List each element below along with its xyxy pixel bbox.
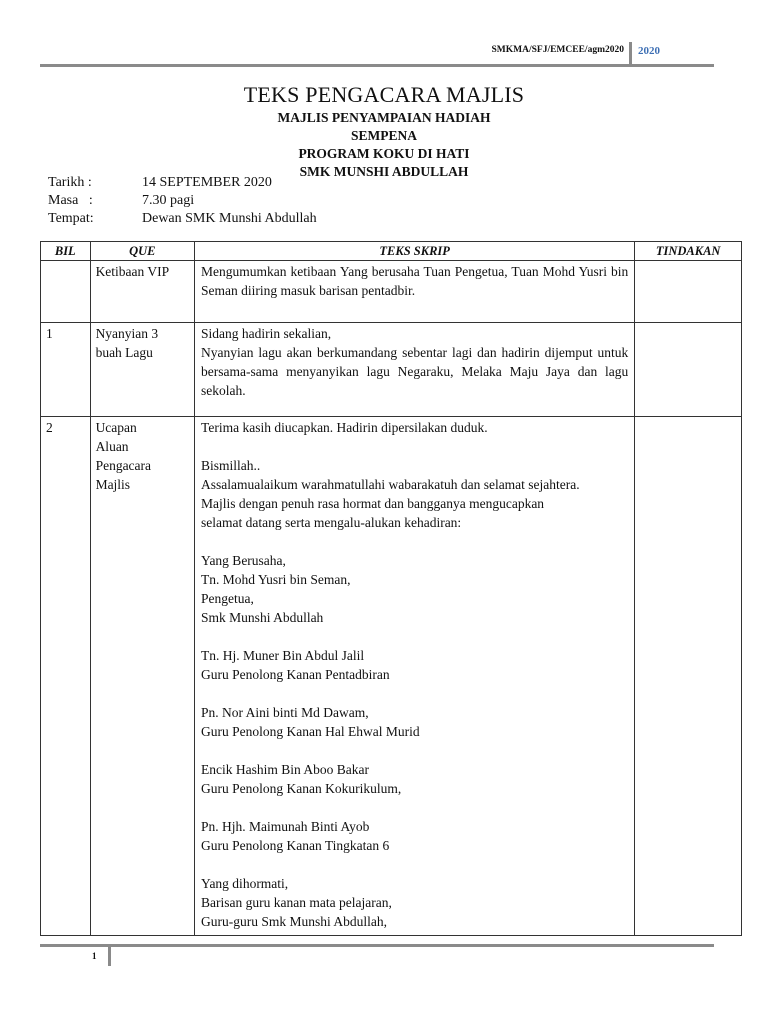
script-line: Yang Berusaha,	[201, 553, 286, 568]
header-rule	[40, 64, 714, 67]
script-line: Guru Penolong Kanan Tingkatan 6	[201, 838, 390, 853]
document-code: SMKMA/SFJ/EMCEE/agm2020	[491, 45, 624, 55]
script-line: Guru-guru Smk Munshi Abdullah,	[201, 914, 388, 929]
header-tindakan: TINDAKAN	[635, 242, 742, 261]
script-line: Guru Penolong Kanan Hal Ehwal Murid	[201, 724, 420, 739]
blank-line	[201, 798, 628, 817]
cell-bil: 1	[41, 323, 91, 417]
script-line: Pn. Nor Aini binti Md Dawam,	[201, 705, 369, 720]
cell-que	[90, 417, 194, 936]
que-line: Majlis	[95, 477, 131, 492]
footer-divider	[108, 946, 111, 966]
cell-bil: 2	[41, 417, 91, 936]
blank-line	[201, 684, 628, 703]
subtitle-line: PROGRAM KOKU DI HATI	[298, 146, 470, 161]
cell-teks-skrip	[195, 323, 635, 417]
cell-bil	[41, 261, 91, 323]
header-year: 2020	[638, 45, 660, 57]
cell-que	[90, 261, 194, 323]
cell-tindakan	[635, 261, 742, 323]
script-table	[40, 241, 742, 936]
script-line: Majlis dengan penuh rasa hormat dan bangganya mengucapkan	[201, 496, 545, 511]
script-line: Tn. Mohd Yusri bin Seman,	[201, 572, 351, 587]
info-value: 7.30 pagi	[142, 193, 195, 208]
page-number: 1	[92, 951, 97, 961]
que-line: Aluan	[95, 439, 129, 454]
info-label: Masa :	[48, 193, 93, 208]
script-line: Pengetua,	[201, 591, 254, 606]
table-row	[41, 323, 742, 417]
table-header-row	[41, 242, 742, 261]
script-line: Barisan guru kanan mata pelajaran,	[201, 895, 392, 910]
script-line: selamat datang serta mengalu-alukan kehadiran:	[201, 515, 462, 530]
script-line: Guru Penolong Kanan Kokurikulum,	[201, 781, 402, 796]
que-line: Nyanyian 3	[95, 326, 159, 341]
script-line: Yang dihormati,	[201, 876, 289, 891]
cell-tindakan	[635, 417, 742, 936]
script-line: Terima kasih diucapkan. Hadirin dipersilakan duduk.	[201, 420, 488, 435]
subtitle-line: SEMPENA	[350, 128, 417, 143]
script-line: Pn. Hjh. Maimunah Binti Ayob	[201, 819, 370, 834]
script-line: Guru Penolong Kanan Pentadbiran	[201, 667, 390, 682]
info-row-time	[48, 192, 317, 210]
table-row	[41, 261, 742, 323]
que-line: Ucapan	[95, 420, 137, 435]
que-line: buah Lagu	[95, 345, 153, 360]
blank-line	[201, 627, 628, 646]
blank-line	[201, 532, 628, 551]
script-line: Smk Munshi Abdullah	[201, 610, 324, 625]
cell-que	[90, 323, 194, 417]
blank-line	[201, 741, 628, 760]
script-line: Sidang hadirin sekalian,	[201, 326, 332, 341]
script-line: Tn. Hj. Muner Bin Abdul Jalil	[201, 648, 365, 663]
cell-teks-skrip	[195, 261, 635, 323]
info-row-venue	[48, 210, 317, 228]
script-line: Encik Hashim Bin Aboo Bakar	[201, 762, 370, 777]
info-value: Dewan SMK Munshi Abdullah	[142, 211, 317, 226]
blank-line	[201, 437, 628, 456]
subtitle-block	[0, 109, 768, 181]
info-value: 14 SEPTEMBER 2020	[142, 175, 272, 190]
table-row	[41, 417, 742, 936]
info-label: Tempat:	[48, 211, 94, 226]
blank-line	[201, 855, 628, 874]
script-line: Mengumumkan ketibaan Yang berusaha Tuan Pengetua, Tuan Mohd Yusri bin Seman diiring masuk barisan pentadbir.	[201, 264, 629, 298]
footer-rule	[40, 944, 714, 947]
header-divider	[629, 42, 632, 64]
page-title: TEKS PENGACARA MAJLIS	[243, 82, 525, 107]
subtitle-line: MAJLIS PENYAMPAIAN HADIAH	[277, 110, 491, 125]
info-label: Tarikh :	[48, 175, 92, 190]
event-info	[48, 174, 317, 228]
header-bil: BIL	[41, 242, 91, 261]
script-line: Bismillah..	[201, 458, 261, 473]
subtitle-line: SMK MUNSHI ABDULLAH	[299, 164, 469, 179]
cell-teks-skrip	[195, 417, 635, 936]
header-que: QUE	[90, 242, 194, 261]
que-line: Ketibaan VIP	[95, 264, 170, 279]
script-line: Nyanyian lagu akan berkumandang sebentar lagi dan hadirin dijemput untuk bersama-sama menyanyikan lagu Negaraku, Melaka Maju Jaya dan lagu sekolah.	[201, 345, 629, 398]
cell-tindakan	[635, 323, 742, 417]
script-line: Assalamualaikum warahmatullahi wabarakatuh dan selamat sejahtera.	[201, 477, 580, 492]
que-line: Pengacara	[95, 458, 152, 473]
table-body	[41, 261, 742, 936]
header-teks-skrip: TEKS SKRIP	[195, 242, 635, 261]
info-row-date	[48, 174, 317, 192]
